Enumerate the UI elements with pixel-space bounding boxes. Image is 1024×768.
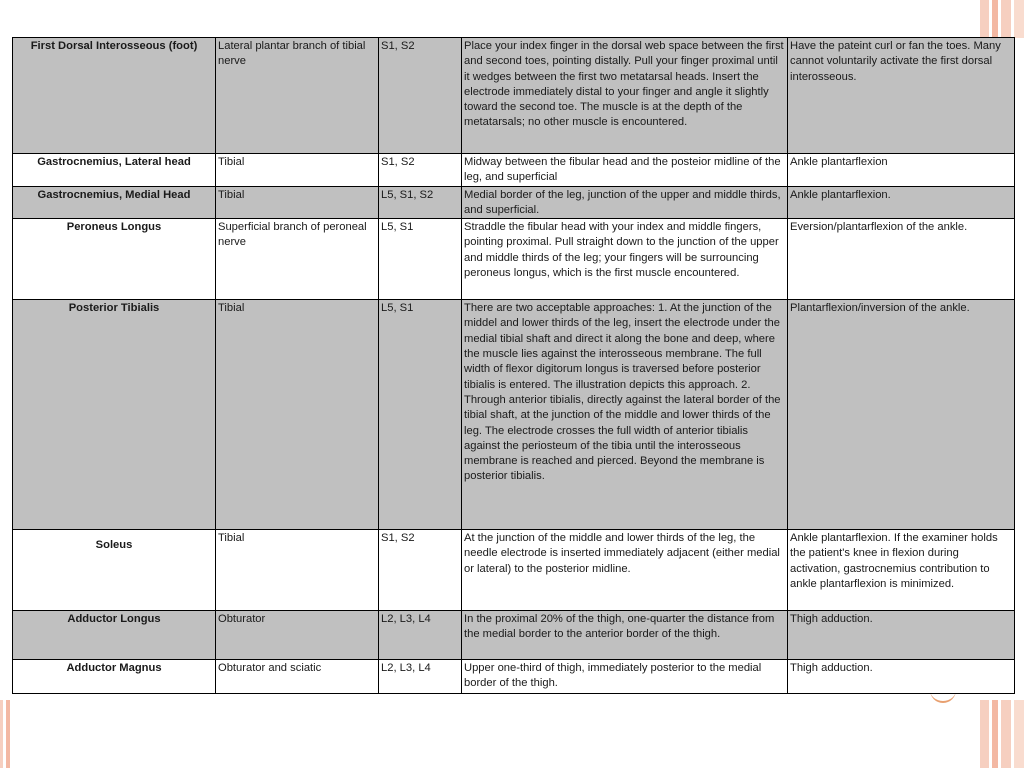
decor-stripe (980, 700, 989, 768)
roots-cell: L5, S1 (379, 219, 462, 300)
activation-cell: Ankle plantarflexion (788, 154, 1015, 187)
activation-cell: Ankle plantarflexion. (788, 186, 1015, 219)
nerve-cell: Tibial (216, 186, 379, 219)
table-row (13, 186, 1015, 219)
decor-stripe (992, 0, 998, 38)
table-row (13, 660, 1015, 694)
roots-cell: L5, S1 (379, 300, 462, 530)
muscle-cell: Gastrocnemius, Lateral head (13, 154, 216, 187)
insertion-cell: Straddle the fibular head with your index and middle fingers, pointing proximal. Pull straight down to the junction of the upper and middle thirds of the leg; your fingers will be surrouncing peroneus longus, which is the first muscle encountered. (462, 219, 788, 300)
decor-stripe (1001, 700, 1011, 768)
insertion-cell: Medial border of the leg, junction of the upper and middle thirds, and superficial. (462, 186, 788, 219)
decor-stripe (1001, 0, 1011, 38)
table-row (13, 300, 1015, 530)
decor-stripe (0, 700, 3, 768)
activation-cell: Have the pateint curl or fan the toes. Many cannot voluntarily activate the first dorsal interosseous. (788, 38, 1015, 154)
roots-cell: S1, S2 (379, 530, 462, 611)
activation-cell: Eversion/plantarflexion of the ankle. (788, 219, 1015, 300)
insertion-cell: There are two acceptable approaches: 1. At the junction of the middel and lower thirds of the leg, insert the electrode under the medial tibial shaft and direct it along the bone and deep, where the muscle lies against the interosseous membrane. The full width of flexor digitorum longus is traversed before posterior tibialis is entered. The illustration depicts this approach. 2. Through anterior tibialis, directly against the lateral border of the tibial shaft, at the junction of the middle and lower thirds of the leg. The electrode crosses the full width of anterior tibialis against the periosteum of the tibia until the interosseous membrane is reached and pierced. Beyond the membrane is posterior tibialis. (462, 300, 788, 530)
nerve-cell: Obturator (216, 611, 379, 660)
table-row (13, 530, 1015, 611)
decor-stripe (980, 0, 989, 38)
activation-cell: Ankle plantarflexion. If the examiner holds the patient's knee in flexion during activation, gastrocnemius contribution to ankle plantarflexion is minimized. (788, 530, 1015, 611)
decor-stripe (6, 700, 10, 768)
nerve-cell: Tibial (216, 154, 379, 187)
nerve-cell: Tibial (216, 530, 379, 611)
nerve-cell: Superficial branch of peroneal nerve (216, 219, 379, 300)
roots-cell: L2, L3, L4 (379, 611, 462, 660)
activation-cell: Plantarflexion/inversion of the ankle. (788, 300, 1015, 530)
table-row (13, 611, 1015, 660)
muscle-cell: First Dorsal Interosseous (foot) (13, 38, 216, 154)
roots-cell: L5, S1, S2 (379, 186, 462, 219)
nerve-cell: Lateral plantar branch of tibial nerve (216, 38, 379, 154)
insertion-cell: At the junction of the middle and lower thirds of the leg, the needle electrode is inserted immediately adjacent (either medial or lateral) to the posterior midline. (462, 530, 788, 611)
muscle-cell: Posterior Tibialis (13, 300, 216, 530)
insertion-cell: Place your index finger in the dorsal web space between the first and second toes, pointing distally. Pull your finger proximal until it wedges between the first two metatarsal heads. Insert the electrode immediately distal to your finger and angle it slightly toward the second toe. The muscle is at the depth of the metatarsals; no other muscle is encountered. (462, 38, 788, 154)
activation-cell: Thigh adduction. (788, 660, 1015, 694)
roots-cell: L2, L3, L4 (379, 660, 462, 694)
table-row (13, 38, 1015, 154)
muscle-cell: Adductor Longus (13, 611, 216, 660)
decor-stripe (992, 700, 998, 768)
muscle-cell: Adductor Magnus (13, 660, 216, 694)
table-row (13, 154, 1015, 187)
decor-stripe (1014, 0, 1024, 38)
nerve-cell: Tibial (216, 300, 379, 530)
muscle-cell: Peroneus Longus (13, 219, 216, 300)
nerve-cell: Obturator and sciatic (216, 660, 379, 694)
insertion-cell: Upper one-third of thigh, immediately posterior to the medial border of the thigh. (462, 660, 788, 694)
muscle-table (12, 37, 1015, 694)
insertion-cell: Midway between the fibular head and the posteior midline of the leg, and superficial (462, 154, 788, 187)
roots-cell: S1, S2 (379, 38, 462, 154)
roots-cell: S1, S2 (379, 154, 462, 187)
muscle-cell: Soleus (13, 530, 216, 611)
insertion-cell: In the proximal 20% of the thigh, one-quarter the distance from the medial border to the anterior border of the thigh. (462, 611, 788, 660)
decor-stripe (1014, 700, 1024, 768)
activation-cell: Thigh adduction. (788, 611, 1015, 660)
table-row (13, 219, 1015, 300)
muscle-cell: Gastrocnemius, Medial Head (13, 186, 216, 219)
